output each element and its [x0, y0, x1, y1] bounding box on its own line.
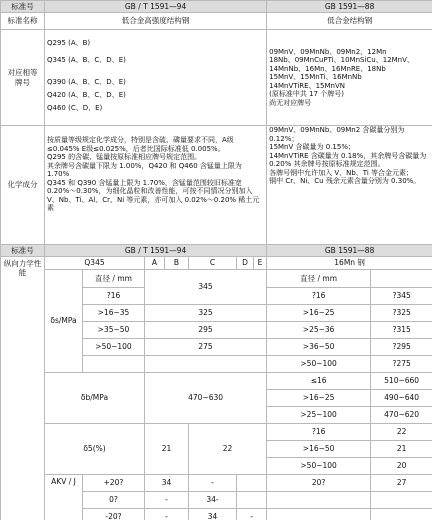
grade-q345: Q345 (A、B、C、D、E) [47, 55, 126, 64]
impact-right-value: 27 [371, 475, 432, 492]
impact-right-temp: 20? [267, 475, 371, 492]
blank-cell [145, 356, 267, 373]
yield-right-diameter: >25~36 [267, 322, 371, 339]
impact-right-value [371, 492, 432, 509]
elongation-row [1, 424, 432, 441]
diameter-header-row [1, 270, 432, 288]
yield-right-value: ?315 [371, 322, 432, 339]
impact-a: 34 [145, 475, 189, 492]
yield-value: 275 [145, 339, 267, 356]
standard-name-left: 低合金高强度结构钢 [45, 13, 267, 30]
tensile-right-diameter: >16~25 [267, 390, 371, 407]
impact-row [1, 475, 432, 492]
impact-temp: -20? [83, 509, 145, 520]
yield-right-value: ?345 [371, 288, 432, 305]
standard-number-label: 标准号 [1, 1, 45, 13]
chemical-composition-right: 09MnV、09MnNb、09Mn2 含碳量分别为 0.12%； 15MnV 含碳量为 0.15%； 14MnVTiRE 含碳量为 0.18%，其余牌号含碳量为 0.20% 其余牌号按原标准规定范围。 各牌号钢中允许加入 V、Nb、Ti 等合金元素； 铜中 Cr、Ni、Cu 残余元素含量分别为 0.30%。 [267, 126, 432, 245]
yield-right-diameter: >36~50 [267, 339, 371, 356]
tensile-value: 470~630 [145, 373, 267, 424]
grade-16mn-header: 16Mn 钢 [267, 257, 432, 270]
impact-c [237, 492, 267, 509]
diameter-label-right: 直径 / mm [267, 270, 371, 288]
tensile-right-value: 470~620 [371, 407, 432, 424]
impact-c [237, 475, 267, 492]
gb-t-1591-94-header-2: GB / T 1591—94 [45, 245, 267, 257]
elongation-right-value: 21 [371, 441, 432, 458]
grade-col-d: D [237, 257, 254, 270]
yield-value: 295 [145, 322, 267, 339]
standard-name-row [1, 13, 432, 30]
blank-cell [371, 270, 432, 288]
yield-diameter: ?16 [83, 288, 145, 305]
grades-right-line: 15MnV、15MnTi、16MnNb [269, 73, 362, 82]
tensile-right-value: 510~660 [371, 373, 432, 390]
grades-right-line: 尚无对应牌号 [269, 98, 312, 107]
elongation-label: δ5(%) [45, 424, 145, 475]
elongation-right-diameter: ?16 [267, 424, 371, 441]
yield-strength-label: δs/MPa [45, 270, 83, 373]
impact-b: - [189, 475, 237, 492]
diameter-label-left: 直径 / mm [83, 270, 145, 288]
elongation-right-value: 20 [371, 458, 432, 475]
elongation-right-diameter: >50~100 [267, 458, 371, 475]
mech-grade-row [1, 257, 432, 270]
grades-right-line: 09MnV、09MnNb、09Mn2、12Mn [269, 47, 387, 56]
yield-right-value: ?275 [371, 356, 432, 373]
grades-right-line: 14MnVTiRE、15MnVN [269, 81, 345, 90]
impact-right-temp [267, 492, 371, 509]
impact-b: 34- [189, 492, 237, 509]
impact-right-temp [267, 509, 371, 520]
grade-col-c: C [189, 257, 237, 270]
grade-q460: Q460 (C、D、E) [47, 103, 103, 112]
yield-value-1: 345 [145, 270, 267, 305]
yield-right-diameter: >50~100 [267, 356, 371, 373]
grade-col-b: B [165, 257, 189, 270]
impact-temp: +20? [83, 475, 145, 492]
mechanical-properties-label: 纵向力学性能 [1, 257, 45, 520]
elongation-ab-value: 21 [145, 424, 189, 475]
gb-t-1591-94-header: GB / T 1591—94 [45, 1, 267, 13]
grades-right-line: (原标准中共 17 个牌号) [269, 90, 344, 99]
yield-diameter: >50~100 [83, 339, 145, 356]
elongation-right-value: 22 [371, 424, 432, 441]
tensile-strength-label: δb/MPa [45, 373, 145, 424]
header-row [1, 1, 432, 13]
chemical-composition-left: 按质量等级规定化学成分，特别是含硫、磷量要求不同，A级≤0.045% E级≤0.025%，后者比国际标准低 0.005%。 Q295 的含碳、锰量按原标准相应牌号规定范围。 其余牌号含碳量下限为 1.00%，Q420 和 Q460 含锰量上限为 1.70% Q345 和 Q390 含锰量上限为 1.70%，含锰量范围较旧标准宽 0.20%～0.30%，为细化晶粒和改善性能，可按不同情况分别加入 V、Nb、Ti、Al、Cr、Ni 等元素，亦可加入 0.02%～0.20% 稀土元素 [45, 126, 267, 245]
blank-cell [83, 356, 145, 373]
grade-q295: Q295 (A、B) [47, 38, 91, 47]
standard-name-right: 低合金结构钢 [267, 13, 432, 30]
grade-col-a: A [145, 257, 165, 270]
header-row-2 [1, 245, 432, 257]
chemical-composition-label: 化学成分 [1, 126, 45, 245]
impact-b: 34 [189, 509, 237, 520]
yield-value: 325 [145, 305, 267, 322]
grades-left [45, 30, 267, 126]
grade-q345-header: Q345 [45, 257, 145, 270]
grades-label: 对应相等 牌号 [1, 30, 45, 126]
impact-c: - [237, 509, 267, 520]
yield-right-value: ?325 [371, 305, 432, 322]
grade-col-e: E [254, 257, 267, 270]
yield-diameter: >35~50 [83, 322, 145, 339]
tensile-right-diameter: ≤16 [267, 373, 371, 390]
impact-a: - [145, 509, 189, 520]
impact-right-value [371, 509, 432, 520]
grade-q390: Q390 (A、B、C、D、E) [47, 77, 126, 86]
yield-diameter: >16~35 [83, 305, 145, 322]
grades-right-line: 18Nb、09MnCuPTi、10MnSiCu、12MnV、14MnNb、16Mn、16MnRE、18Nb [269, 56, 414, 73]
elongation-right-diameter: >16~50 [267, 441, 371, 458]
grade-q420: Q420 (A、B、C、D、E) [47, 90, 126, 99]
tensile-right-diameter: >25~100 [267, 407, 371, 424]
grades-row [1, 30, 432, 126]
elongation-cde-value: 22 [189, 424, 267, 475]
impact-energy-label: AKV / J [45, 475, 83, 520]
gb-1591-88-header: GB 1591—88 [267, 1, 432, 13]
standard-number-label-2: 标准号 [1, 245, 45, 257]
yield-right-diameter: >16~25 [267, 305, 371, 322]
yield-right-diameter: ?16 [267, 288, 371, 305]
standard-name-label: 标准名称 [1, 13, 45, 30]
tensile-right-value: 490~640 [371, 390, 432, 407]
impact-temp: 0? [83, 492, 145, 509]
yield-right-value: ?295 [371, 339, 432, 356]
tensile-row [1, 373, 432, 390]
grades-right [267, 30, 432, 126]
chemical-composition-row [1, 126, 432, 245]
impact-a: - [145, 492, 189, 509]
gb-1591-88-header-2: GB 1591—88 [267, 245, 432, 257]
